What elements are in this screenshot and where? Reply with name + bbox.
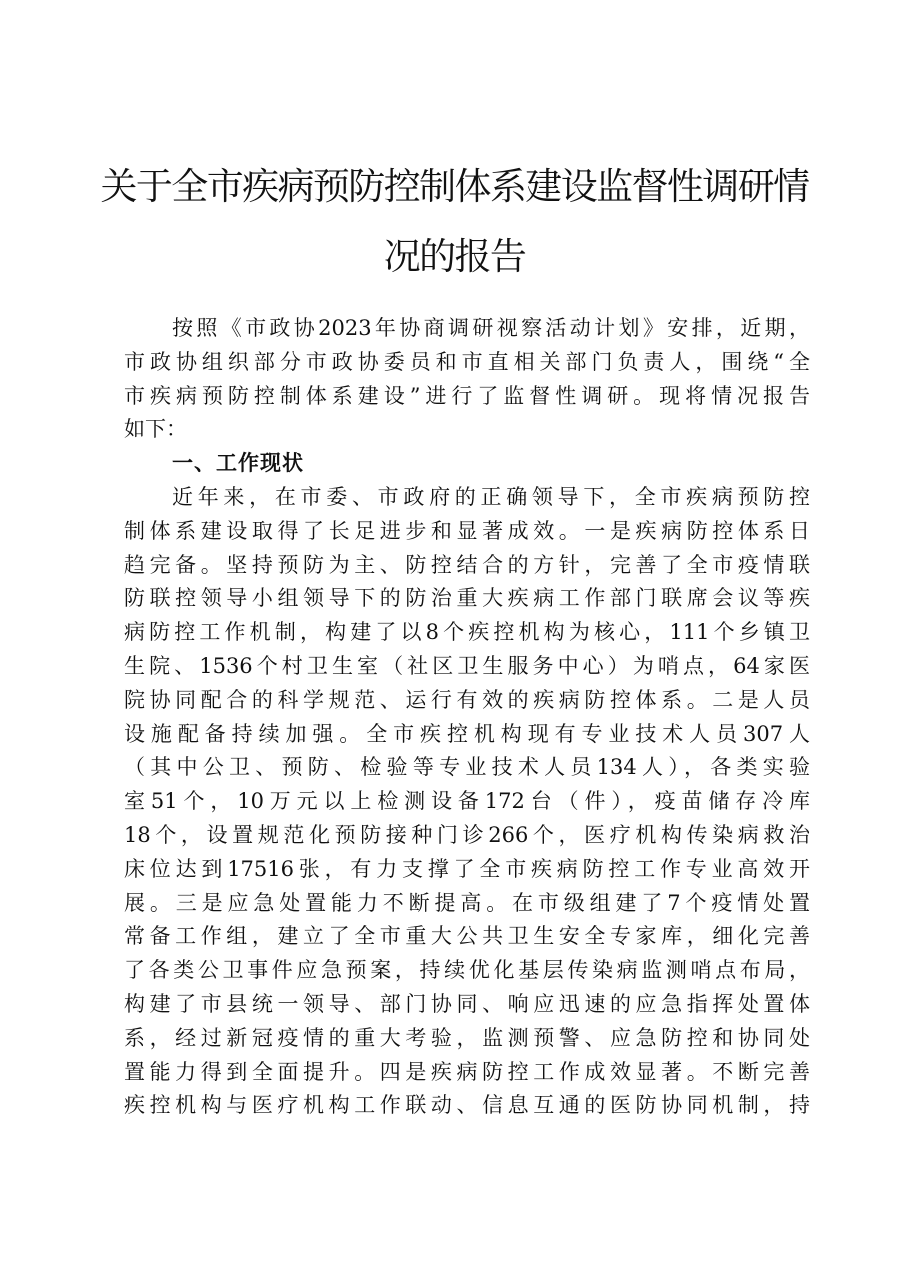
text-line: 病防控工作机制，构建了以8个疾控机构为核心，111个乡镇卫 xyxy=(124,620,810,645)
text-line: 如下： xyxy=(124,417,187,442)
text-line: 构建了市县统一领导、部门协同、响应迅速的应急指挥处置体 xyxy=(124,991,810,1016)
section-paragraph xyxy=(124,481,810,1123)
text-line: 设施配备持续加强。全市疾控机构现有专业技术人员307人 xyxy=(124,721,810,746)
text-line: 系，经过新冠疫情的重大考验，监测预警、应急防控和协同处 xyxy=(124,1025,810,1050)
text-line: 院协同配合的科学规范、运行有效的疾病防控体系。二是人员 xyxy=(124,687,810,712)
text-line: 趋完备。坚持预防为主、防控结合的方针，完善了全市疫情联 xyxy=(124,552,810,577)
section-heading: 一、工作现状 xyxy=(172,451,304,476)
document-title xyxy=(100,152,809,292)
text-line: 常备工作组，建立了全市重大公共卫生安全专家库，细化完善 xyxy=(124,924,810,949)
text-line: 疾控机构与医疗机构工作联动、信息互通的医防协同机制，持 xyxy=(124,1093,810,1118)
title-line-1: 关于全市疾病预防控制体系建设监督性调研情 xyxy=(100,165,809,208)
text-line: 展。三是应急处置能力不断提高。在市级组建了7个疫情处置 xyxy=(124,890,810,915)
title-line-2: 况的报告 xyxy=(383,235,526,278)
intro-paragraph xyxy=(124,312,810,447)
text-line: 室51个，10万元以上检测设备172台（件），疫苗储存冷库 xyxy=(124,789,810,814)
text-line: 近年来，在市委、市政府的正确领导下，全市疾病预防控 xyxy=(172,484,810,509)
text-line: 生院、1536个村卫生室（社区卫生服务中心）为哨点，64家医 xyxy=(124,653,810,678)
text-line: 置能力得到全面提升。四是疾病防控工作成效显著。不断完善 xyxy=(124,1059,810,1084)
text-line: 市政协组织部分市政协委员和市直相关部门负责人，围绕“全 xyxy=(124,349,810,374)
text-line: 防联控领导小组领导下的防治重大疾病工作部门联席会议等疾 xyxy=(124,586,810,611)
text-line: 市疾病预防控制体系建设”进行了监督性调研。现将情况报告 xyxy=(124,383,810,408)
text-line: 了各类公卫事件应急预案，持续优化基层传染病监测哨点布局， xyxy=(124,958,810,983)
text-line: 18个，设置规范化预防接种门诊266个，医疗机构传染病救治 xyxy=(124,822,810,847)
document-body xyxy=(124,312,810,1123)
text-line: 按照《市政协2023年协商调研视察活动计划》安排，近期， xyxy=(172,316,810,340)
text-line: 制体系建设取得了长足进步和显著成效。一是疾病防控体系日 xyxy=(124,518,810,543)
text-line: （其中公卫、预防、检验等专业技术人员134人），各类实验 xyxy=(124,755,810,780)
text-line: 床位达到17516张，有力支撑了全市疾病防控工作专业高效开 xyxy=(124,856,810,881)
